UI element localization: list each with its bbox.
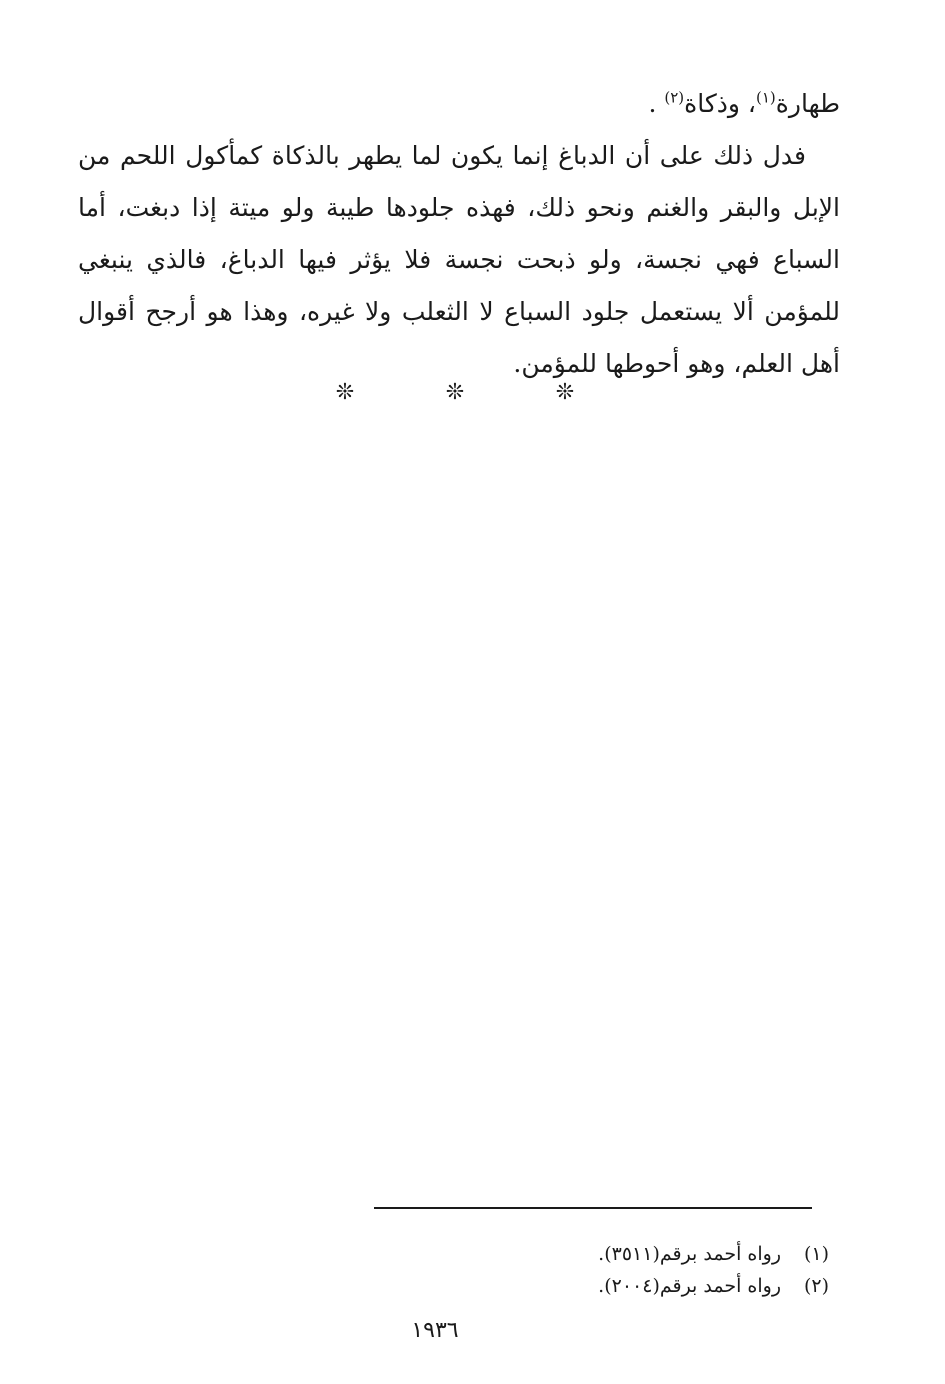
separator-star-icon: ❊ — [555, 380, 575, 405]
main-text — [78, 78, 840, 390]
paragraph-1-separator: ، وذكاة — [684, 89, 756, 118]
separator-star-icon: ❊ — [335, 380, 355, 405]
footnotes — [409, 1238, 829, 1302]
paragraph-1 — [78, 78, 840, 130]
footnote-1 — [409, 1238, 829, 1270]
paragraph-2: فدل ذلك على أن الدباغ إنما يكون لما يطهر بالذكاة كمأكول اللحم من الإبل والبقر والغنم ونحو ذلك، فهذه جلودها طيبة ولو ميتة إذا دبغت، أما السباع فهي نجسة، ولو ذبحت نجسة فلا يؤثر فيها الدباغ، فالذي ينبغي للمؤمن ألا يستعمل جلود السباع لا الثعلب ولا غيره، وهذا هو أرجح أقوال أهل العلم، وهو أحوطها للمؤمن. — [78, 141, 840, 378]
paragraph-1-end: . — [648, 89, 665, 118]
separator-star-icon: ❊ — [445, 380, 465, 405]
section-separator — [330, 378, 580, 408]
footnote-number: (١) — [803, 1243, 829, 1265]
footnote-ref-2: (٢) — [664, 88, 685, 107]
footnote-text: رواه أحمد برقم(٢٠٠٤). — [598, 1275, 781, 1297]
footnote-text: رواه أحمد برقم(٣٥١١). — [598, 1243, 781, 1265]
footnote-ref-1: (١) — [756, 88, 776, 107]
paragraph-1-word: طهارة — [775, 89, 840, 118]
footnote-divider — [374, 1207, 812, 1209]
page-number: ١٩٣٦ — [411, 1318, 459, 1343]
footnote-number: (٢) — [803, 1275, 829, 1297]
footnote-2 — [409, 1270, 829, 1302]
